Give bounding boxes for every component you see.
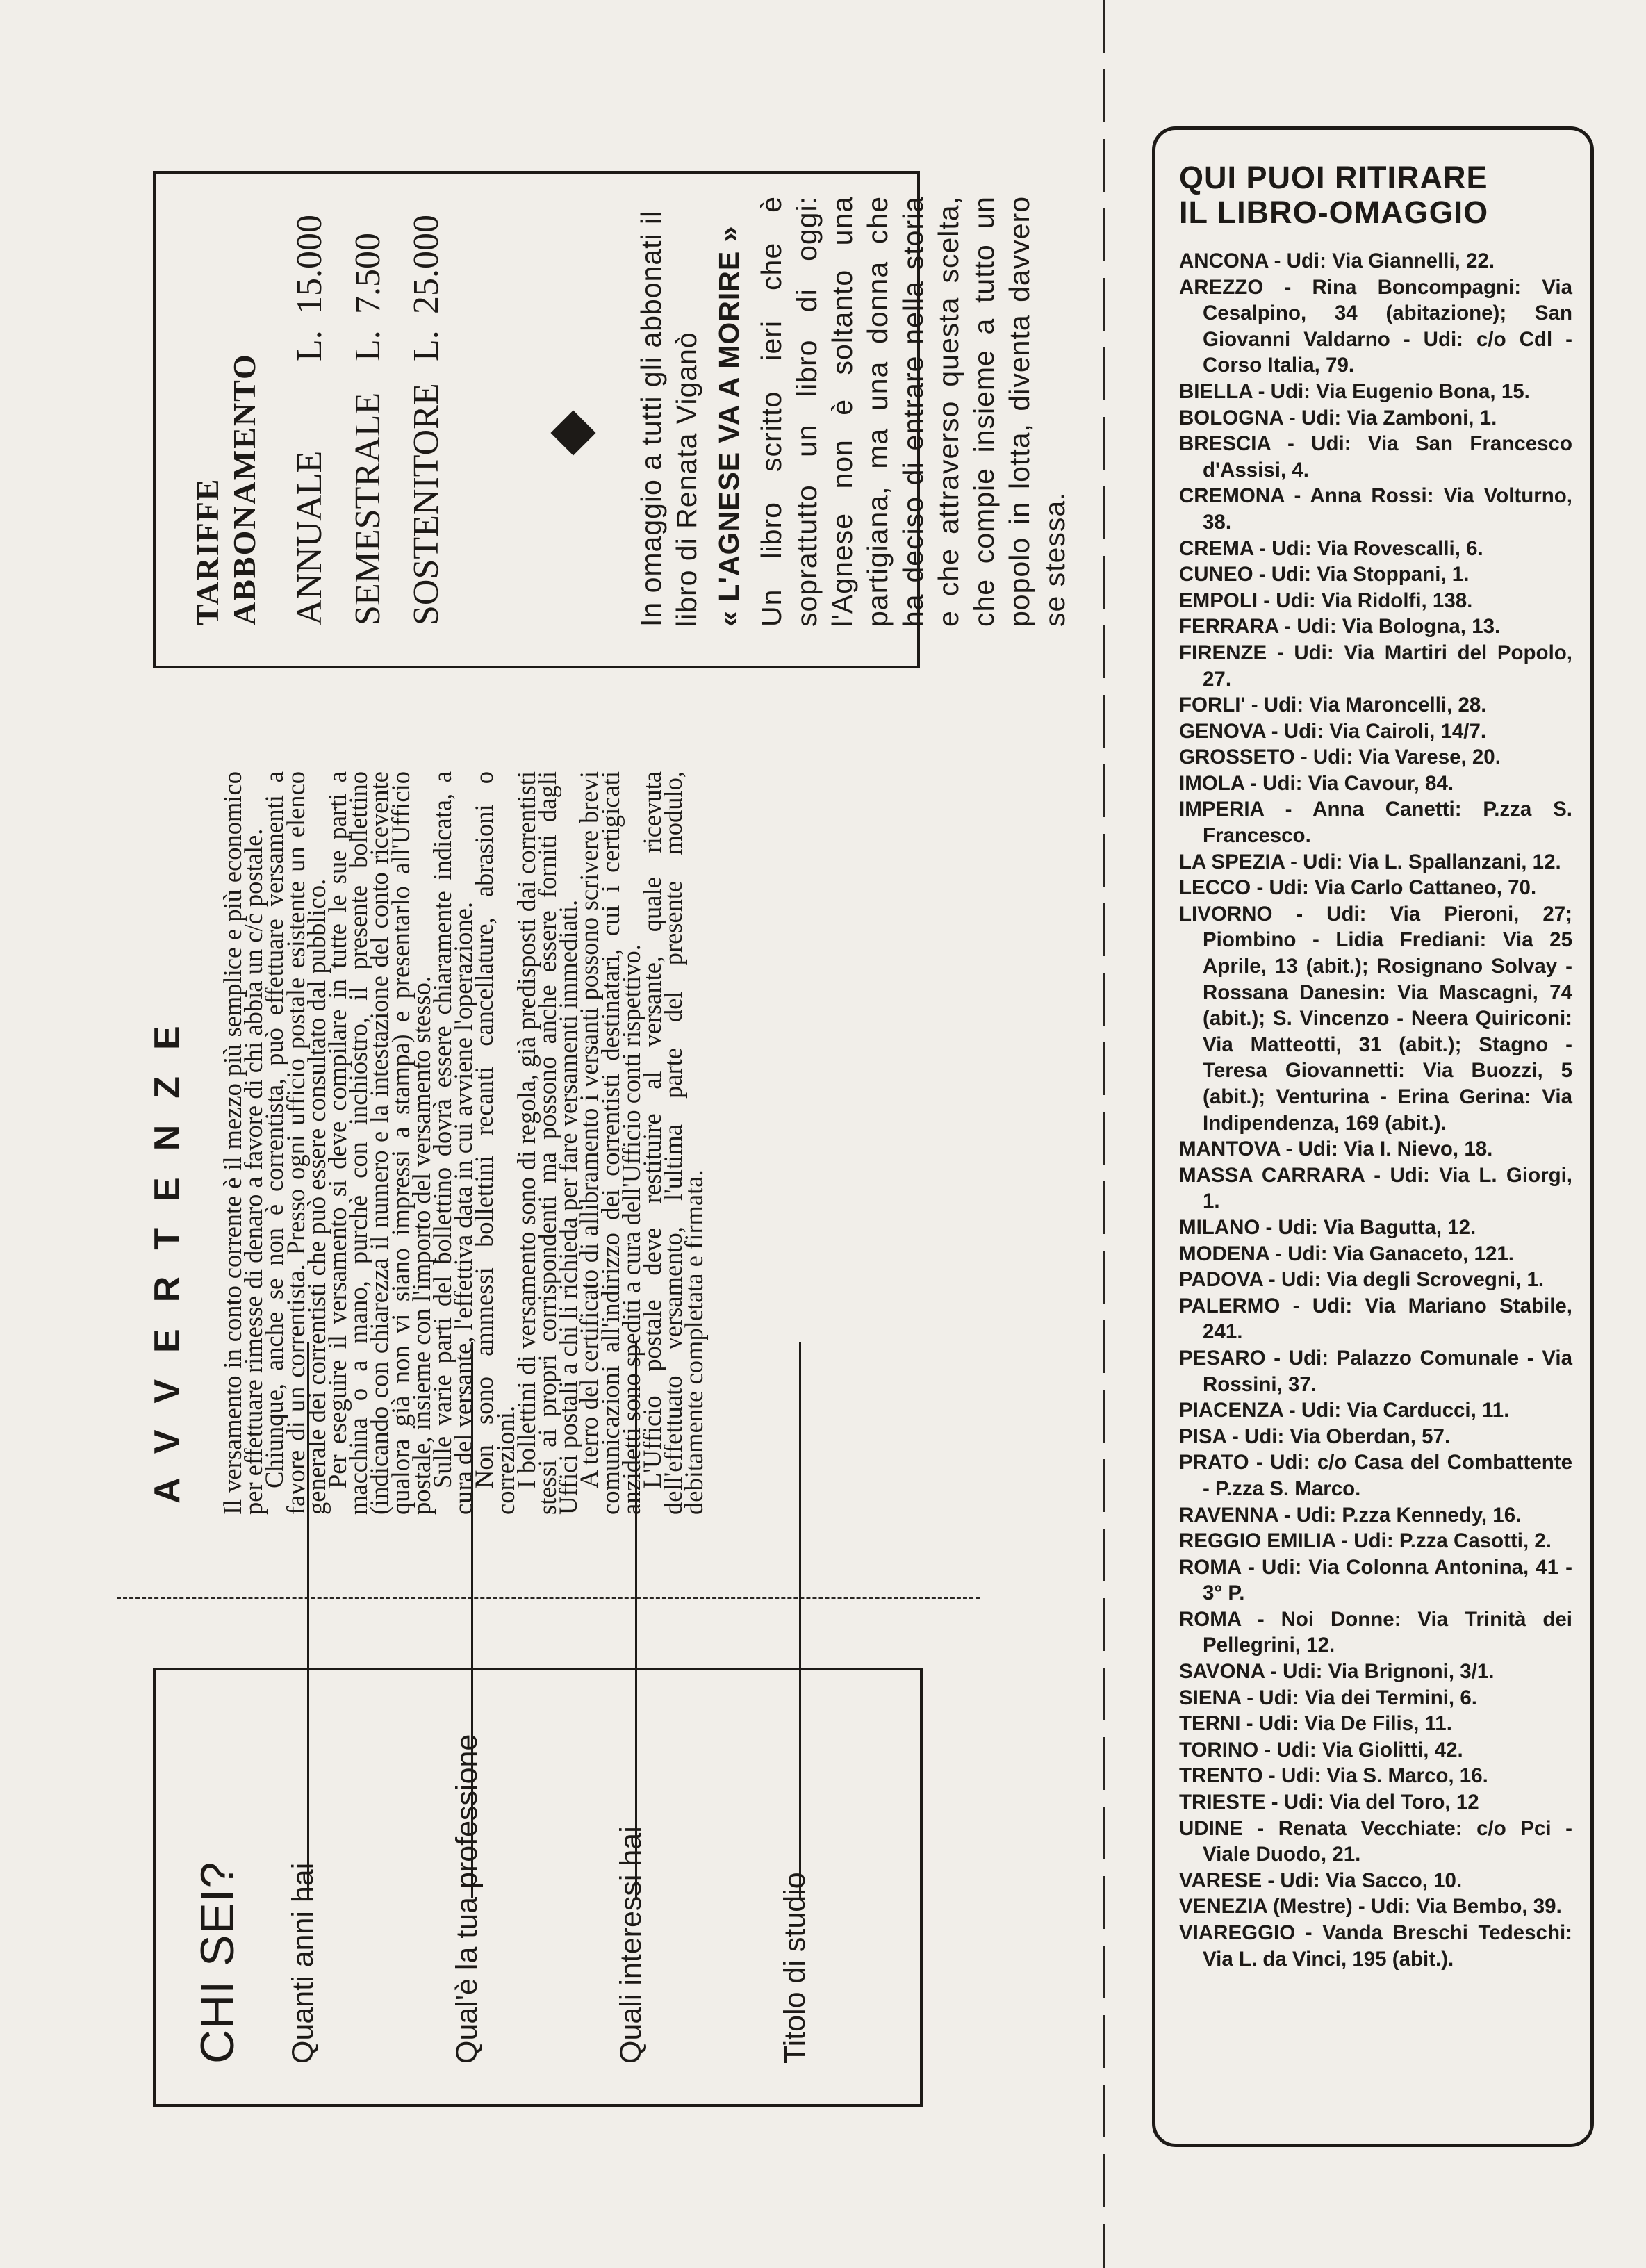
promo-body: Un libro scritto ieri che è soprattutto un libro di oggi: l'Agnese non è soltanto una partigiana, ma una donna che ha deciso di entrare nella storia e che attraverso questa scelta, che compie insieme a tutto un popolo in lotta, diventa davvero se stessa. — [755, 196, 1071, 627]
avvertenze-body — [218, 771, 709, 1515]
field-label-interests: Quali interessi hai — [614, 1826, 648, 2064]
ritirare-title-line: QUI PUOI RITIRARE — [1179, 160, 1488, 195]
list-item: GROSSETO - Udi: Via Varese, 20. — [1179, 746, 1501, 769]
tariffa-amount: 7.500 — [348, 233, 388, 314]
list-item: LA SPEZIA - Udi: Via L. Spallanzani, 12. — [1179, 850, 1561, 873]
list-item: VENEZIA (Mestre) - Udi: Via Bembo, 39. — [1179, 1895, 1562, 1918]
list-item: PRATO - Udi: c/o Casa del Combattente - P.zza S. Marco. — [1179, 1451, 1572, 1500]
list-item: IMPERIA - Anna Canetti: P.zza S. Francesco. — [1179, 798, 1572, 848]
diamond-icon — [550, 410, 595, 455]
avvertenze-paragraph: Per eseguire il versamento si deve compilare in tutte le sue parti a macchina o a mano, purchè con inchiostro, il presente bollettino (indicando con chiarezza il numero e la intestazione del conto ricevente qualora già non vi siano impressi a stampa) e presentarlo all'Ufficio postale, insieme con l'importo del versamento stesso. — [323, 771, 436, 1515]
avvertenze-paragraph: Non sono ammessi bollettini recanti cancellature, abrasioni o correzioni. — [470, 771, 520, 1515]
avvertenze-paragraph: Chiunque, anche se non è correntista, può effettuare versamenti a favore di un correntista. Presso ogni ufficio postale esistente un elenco generale dei correntisti che può essere consultato dal pubblico. — [260, 771, 331, 1515]
promo-block — [634, 168, 1073, 666]
field-label-profession: Qual'è la tua professione — [450, 1734, 484, 2064]
list-item: PALERMO - Udi: Via Mariano Stabile, 241. — [1179, 1294, 1572, 1344]
answer-line-age[interactable] — [307, 1342, 309, 1898]
promo-title: « L'AGNESE VA A MORIRE » — [713, 225, 745, 627]
list-item: SAVONA - Udi: Via Brignoni, 3/1. — [1179, 1660, 1495, 1684]
list-item: TERNI - Udi: Via De Filis, 11. — [1179, 1712, 1452, 1736]
tariffa-currency: L. — [348, 330, 388, 361]
list-item: MILANO - Udi: Via Bagutta, 12. — [1179, 1215, 1476, 1239]
avvertenze-paragraph: A terro del certificato di allibramento i versanti possono scrivere brevi comunicazioni all'indirizzo dei correntisti destinatari, cui i certigicati anzidetti sono spediti a cura dell'Ufficio conti rispettivo. — [575, 771, 645, 1515]
list-item: PESARO - Udi: Palazzo Comunale - Via Rossini, 37. — [1179, 1346, 1572, 1396]
list-item: UDINE - Renata Vecchiate: c/o Pci - Viale Duodo, 21. — [1179, 1816, 1572, 1866]
avvertenze-section — [136, 771, 950, 1515]
chi-sei-title: CHI SEI? — [191, 1861, 244, 2064]
list-item: MASSA CARRARA - Udi: Via L. Giorgi, 1. — [1179, 1163, 1572, 1213]
field-label-studies: Titolo di studio — [778, 1872, 812, 2064]
list-item: MODENA - Udi: Via Ganaceto, 121. — [1179, 1242, 1514, 1265]
list-item: CREMONA - Anna Rossi: Via Volturno, 38. — [1179, 484, 1572, 534]
list-item: TRIESTE - Udi: Via del Toro, 12 — [1179, 1791, 1479, 1814]
avvertenze-paragraph: Il versamento in conto corrente è il mezzo più semplice e più economico per effettuare rimesse di denaro a favore di chi abbia un c/c postale. — [218, 771, 268, 1515]
avvertenze-paragraph: Sulle varie parti del bollettino dovrà essere chiaramente indicata, a cura del versante, l'effettiva data in cui avviene l'operazione. — [428, 771, 478, 1515]
avvertenze-title: AVVERTENZE — [147, 999, 188, 1504]
list-item: CUNEO - Udi: Via Stoppani, 1. — [1179, 563, 1470, 586]
tariffa-row — [281, 210, 339, 625]
list-item: VARESE - Udi: Via Sacco, 10. — [1179, 1868, 1463, 1892]
list-item: LIVORNO - Udi: Via Pieroni, 27; Piombino - Lidia Frediani: Via 25 Aprile, 13 (abit.); Rosignano Solvay - Rossana Danesin: Via Mascagni, 74 (abit.); S. Vincenzo - Neera Quiriconi: Via Matteotti, 31 (abit.); Stagno - Teresa Giovannetti: Via Buozzi, 5 (abit.); Venturina - Erina Gerina: Via Indipendenza, 169 (abit.). — [1179, 902, 1572, 1135]
tariffa-currency: L. — [406, 330, 446, 361]
list-item: RAVENNA - Udi: P.zza Kennedy, 16. — [1179, 1503, 1522, 1527]
answer-line-profession[interactable] — [471, 1342, 473, 1898]
list-item: AREZZO - Rina Boncompagni: Via Cesalpino, 34 (abitazione); San Giovanni Valdarno - Udi: c/o Cdl - Corso Italia, 79. — [1179, 275, 1572, 377]
ritirare-title-line: IL LIBRO-OMAGGIO — [1179, 195, 1489, 230]
list-item: BRESCIA - Udi: Via San Francesco d'Assisi, 4. — [1179, 432, 1572, 482]
list-item: FIRENZE - Udi: Via Martiri del Popolo, 27. — [1179, 641, 1572, 691]
list-item: EMPOLI - Udi: Via Ridolfi, 138. — [1179, 589, 1473, 612]
list-item: PIACENZA - Udi: Via Carducci, 11. — [1179, 1399, 1510, 1422]
tariffa-currency: L. — [290, 330, 329, 361]
list-item: FERRARA - Udi: Via Bologna, 13. — [1179, 615, 1501, 639]
list-item: ROMA - Udi: Via Colonna Antonina, 41 - 3° P. — [1179, 1555, 1572, 1605]
tariffa-amount: 15.000 — [290, 215, 329, 314]
list-item: VIAREGGIO - Vanda Breschi Tedeschi: Via L. da Vinci, 195 (abit.). — [1179, 1921, 1572, 1971]
list-item: TRENTO - Udi: Via S. Marco, 16. — [1179, 1764, 1488, 1788]
tariffa-label: ANNUALE — [290, 450, 329, 625]
cut-line — [117, 1597, 980, 1599]
list-item: MANTOVA - Udi: Via I. Nievo, 18. — [1179, 1137, 1493, 1161]
list-item: PISA - Udi: Via Oberdan, 57. — [1179, 1424, 1451, 1448]
tariffa-row — [339, 210, 397, 625]
promo-intro: In omaggio a tutti gli abbonati il libro di Renata Viganò — [635, 210, 702, 627]
tariffe-box — [153, 171, 1071, 668]
tariffa-label: SOSTENITORE — [406, 383, 446, 625]
answer-line-interests[interactable] — [635, 1342, 637, 1898]
tariffe-title: TARIFFE ABBONAMENTO — [190, 353, 262, 625]
tariffa-row — [397, 210, 456, 625]
tariffa-label: SEMESTRALE — [348, 392, 388, 625]
list-item: SIENA - Udi: Via dei Termini, 6. — [1179, 1686, 1477, 1709]
list-item: IMOLA - Udi: Via Cavour, 84. — [1179, 771, 1454, 795]
list-item: ANCONA - Udi: Via Giannelli, 22. — [1179, 249, 1495, 272]
list-item: REGGIO EMILIA - Udi: P.zza Casotti, 2. — [1179, 1529, 1552, 1553]
avvertenze-paragraph: I bollettini di versamento sono di regola, già predisposti dai correntisti stessi ai propri corrispondenti ma possono anche essere forniti dagli Uffici postali a chi li richieda per fare versamenti immediati. — [511, 771, 583, 1515]
list-item: PADOVA - Udi: Via degli Scrovegni, 1. — [1179, 1268, 1545, 1292]
list-item: CREMA - Udi: Via Rovescalli, 6. — [1179, 536, 1483, 560]
chi-sei-box — [153, 1668, 923, 2107]
fold-line — [1103, 0, 1105, 2268]
list-item: BOLOGNA - Udi: Via Zamboni, 1. — [1179, 406, 1497, 429]
list-item: ROMA - Noi Donne: Via Trinità dei Pellegrini, 12. — [1179, 1607, 1572, 1657]
list-item: FORLI' - Udi: Via Maroncelli, 28. — [1179, 693, 1487, 717]
location-list — [1179, 248, 1572, 1972]
list-item: GENOVA - Udi: Via Cairoli, 14/7. — [1179, 719, 1487, 743]
ritirare-box — [1152, 126, 1594, 2147]
list-item: LECCO - Udi: Via Carlo Cattaneo, 70. — [1179, 876, 1537, 900]
answer-line-studies[interactable] — [799, 1342, 801, 1898]
field-label-age: Quanti anni hai — [286, 1862, 320, 2064]
ritirare-title — [1179, 161, 1572, 230]
list-item: BIELLA - Udi: Via Eugenio Bona, 15. — [1179, 379, 1530, 403]
tariffa-amount: 25.000 — [406, 215, 446, 314]
list-item: TORINO - Udi: Via Giolitti, 42. — [1179, 1738, 1463, 1761]
avvertenze-paragraph: L'Ufficio postale deve restituire al versante, quale ricevuta dell'effettuato versamento, l'ultima parte del presente modulo, debitamente completata e firmata. — [638, 771, 709, 1515]
